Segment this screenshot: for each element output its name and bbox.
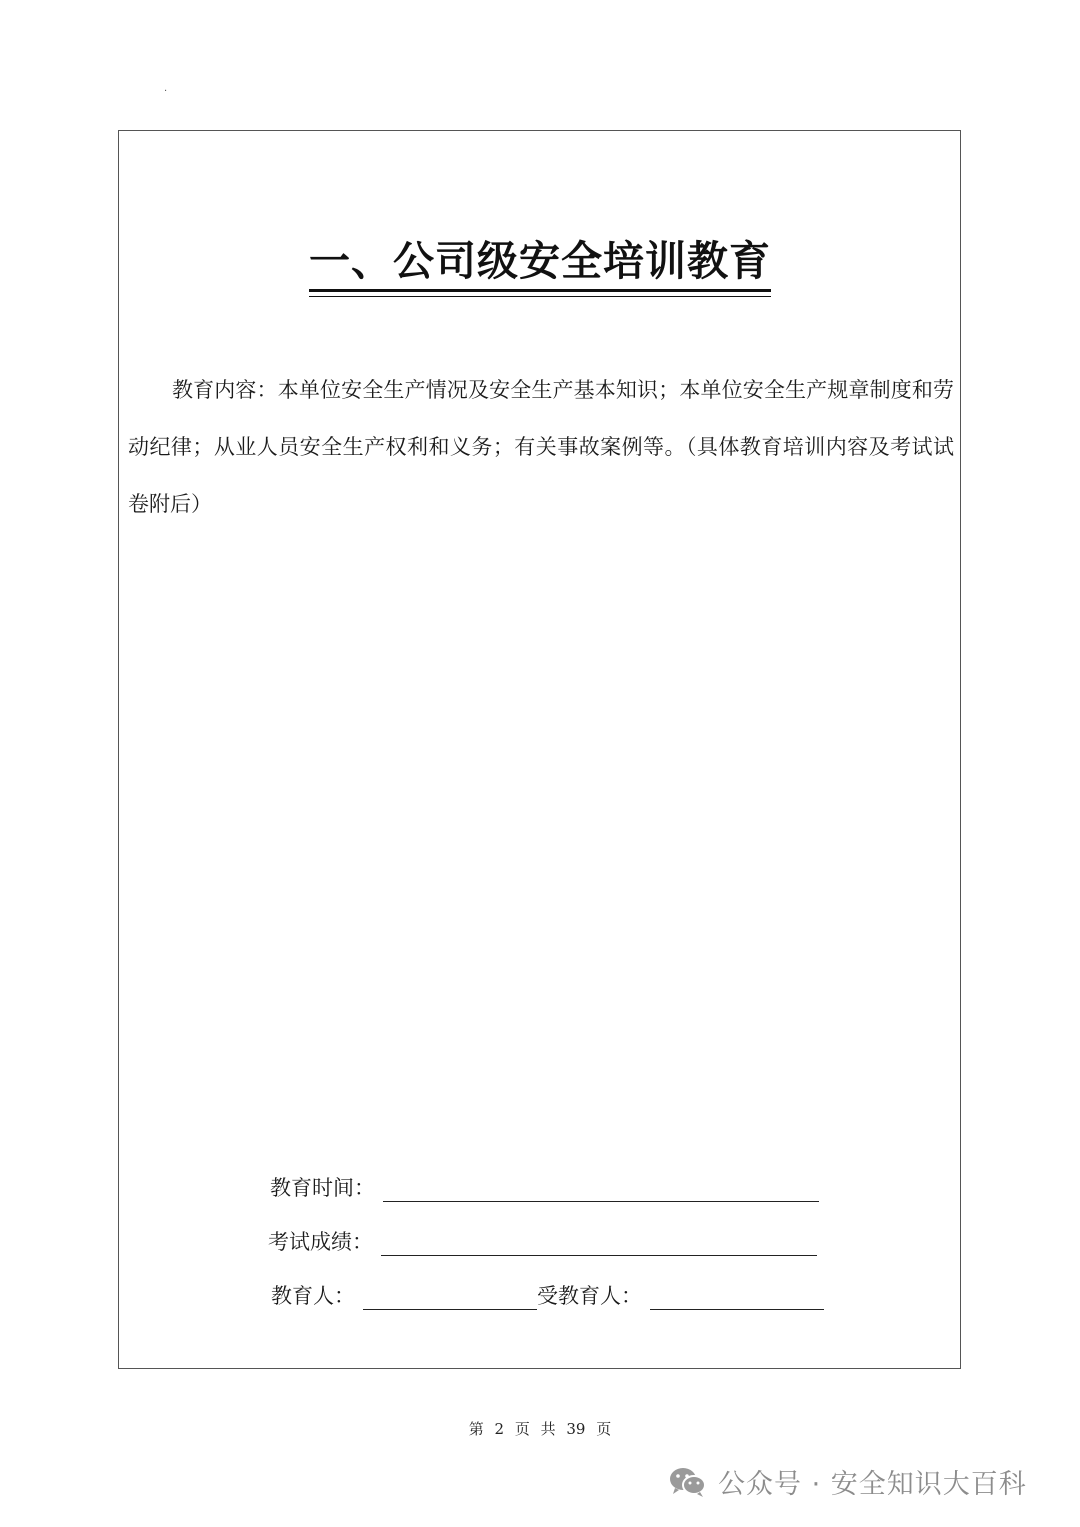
watermark-text: 公众号 · 安全知识大百科 xyxy=(718,1469,1027,1500)
exam-score-blank xyxy=(381,1229,817,1256)
education-time-blank xyxy=(383,1175,819,1202)
education-content: 教育内容：本单位安全生产情况及安全生产基本知识；本单位安全生产规章制度和劳动纪律；从业人员安全生产权利和义务；有关事故案例等。（具体教育培训内容及考试试卷附后） xyxy=(128,378,954,516)
trainee-label: 受教育人： xyxy=(537,1284,642,1308)
signature-row xyxy=(271,1280,824,1310)
wechat-icon xyxy=(668,1465,708,1499)
educator-label: 教育人： xyxy=(271,1284,355,1308)
exam-score-label: 考试成绩： xyxy=(268,1230,373,1254)
educator-blank xyxy=(363,1283,537,1310)
watermark xyxy=(668,1462,1027,1501)
trainee-blank xyxy=(650,1283,824,1310)
page-title: 一、公司级安全培训教育 xyxy=(309,236,771,292)
corner-mark: · xyxy=(164,86,168,97)
title-container xyxy=(0,236,1080,292)
exam-score-row xyxy=(268,1226,817,1256)
education-time-label: 教育时间： xyxy=(270,1176,375,1200)
page-footer: 第 2 页 共 39 页 xyxy=(468,1420,612,1438)
education-time-row xyxy=(270,1172,819,1202)
